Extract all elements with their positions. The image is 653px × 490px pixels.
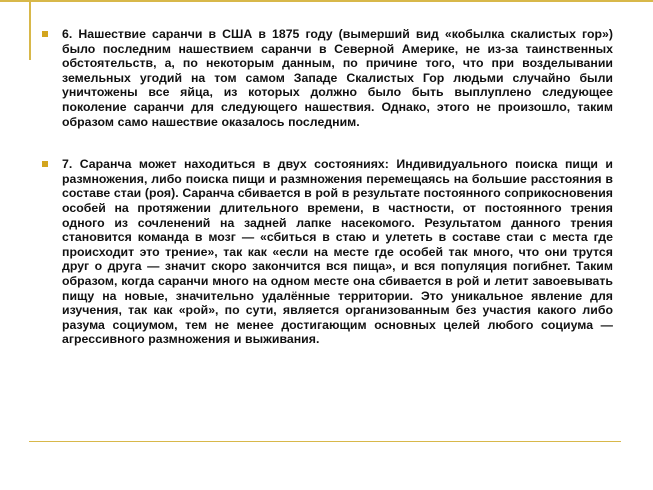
bottom-divider — [29, 441, 621, 442]
slide-content — [38, 27, 613, 375]
left-accent-bar — [29, 0, 31, 60]
top-accent-rule — [0, 0, 653, 2]
bullet-item-7 — [38, 157, 613, 347]
square-bullet-icon — [42, 161, 48, 167]
bullet-item-6 — [38, 27, 613, 129]
square-bullet-icon — [42, 31, 48, 37]
paragraph-text: 6. Нашествие саранчи в США в 1875 году (вымерший вид «кобылка скалистых гор») было последним нашествием саранчи в Северной Америке, не из-за таинственных обстоятельств, а, по некоторым данным, по причине того, что при возделывании земельных угодий на том самом Западе Скалистых Гор людьми случайно были уничтожены все яйца, из которых должно было быть выплуплено следующее поколение саранчи для следующего нашествия. Однако, этого не произошло, таким образом само нашествие оказалось последним. — [62, 27, 613, 129]
paragraph-text: 7. Саранча может находиться в двух состояниях: Индивидуального поиска пищи и размножения, либо поиска пищи и размножения перемещаясь на большие расстояния в составе стаи (роя). Саранча сбивается в рой в результате постоянного соприкосновения особей на протяжении длительного времени, в частности, от постоянного трения одного из сочленений на задней лапке насекомого. Результатом данного трения становится команда в мозг — «сбиться в стаю и улететь в составе стаи с места где происходит это трение», так как «если на месте где особей так много, что они трутся друг о друга — значит скоро закончится вся пища», и вся популяция погибнет. Таким образом, когда саранчи много на одном месте она сбивается в рой и летит завоевывать пищу на новые, значительно удалённые территории. Это уникальное явление для изучения, так как «рой», по сути, является организованным без участия какого либо разума социумом, тем не менее достигающим основных целей любого социума — агрессивного размножения и выживания. — [62, 157, 613, 347]
